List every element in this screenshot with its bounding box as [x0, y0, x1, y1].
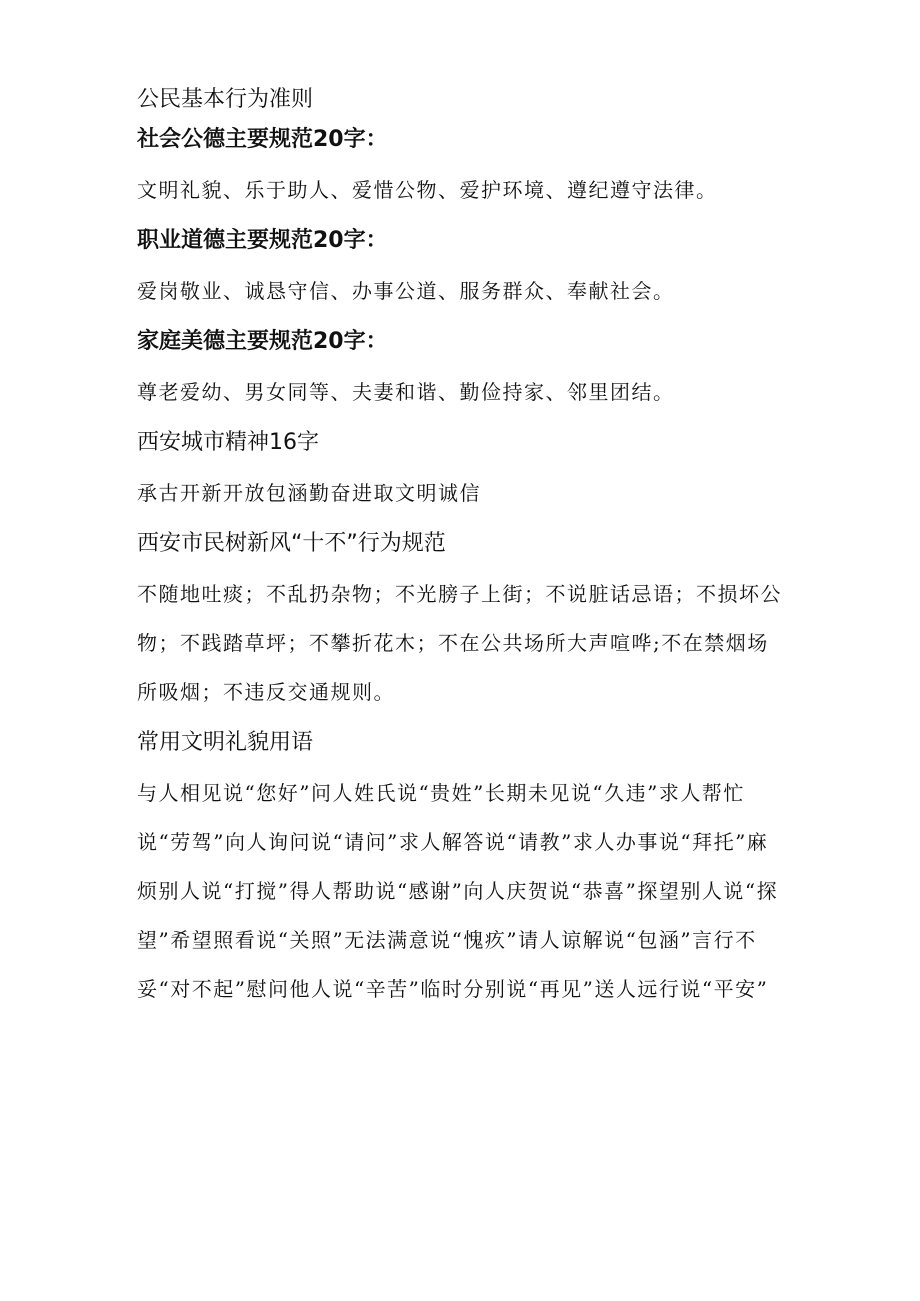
section-heading: 家庭美德主要规范20字： [137, 329, 388, 354]
document-title: 公民基本行为准则 [137, 87, 314, 112]
section-family-virtues [137, 324, 787, 417]
section-social-ethics [137, 122, 787, 215]
section-text: 与人相见说“您好”问人姓氏说“贵姓”长期未见说“久违”求人帮忙说“劳驾”向人询问说“请问”求人解答说“请教”求人办事说“拜托”麻烦别人说“打搅”得人帮助说“感谢”向人庆贺说“恭喜”探望别人说“探望”希望照看说“关照”无法满意说“愧疚”请人谅解说“包涵”言行不妥“对不起”慰问他人说“辛苦”临时分别说“再见”送人远行说“平安” [137, 781, 779, 1001]
section-text: 爱岗敬业、诚恳守信、办事公道、服务群众、奉献社会。 [137, 279, 675, 303]
section-heading: 职业道德主要规范20字： [137, 228, 388, 253]
section-text: 承古开新开放包涵勤奋进取文明诚信 [137, 481, 481, 505]
section-ten-nots [137, 526, 787, 717]
section-text: 文明礼貌、乐于助人、爱惜公物、爱护环境、遵纪遵守法律。 [137, 178, 718, 202]
section-heading: 西安城市精神16字 [137, 430, 319, 455]
section-heading: 常用文明礼貌用语 [137, 730, 314, 755]
section-heading: 西安市民树新风“十不”行为规范 [137, 531, 446, 556]
section-polite-phrases [137, 725, 787, 1014]
section-text: 尊老爱幼、男女同等、夫妻和谐、勤俭持家、邻里团结。 [137, 380, 675, 404]
section-xian-city-spirit [137, 425, 787, 518]
section-heading: 社会公德主要规范20字： [137, 127, 388, 152]
document-body [137, 82, 787, 1014]
section-professional-ethics [137, 223, 787, 316]
section-text: 不随地吐痰；不乱扔杂物；不光膀子上街；不说脏话忌语；不损坏公物；不践踏草坪；不攀折花木；不在公共场所大声喧哗;不在禁烟场所吸烟；不违反交通规则。 [137, 582, 782, 704]
